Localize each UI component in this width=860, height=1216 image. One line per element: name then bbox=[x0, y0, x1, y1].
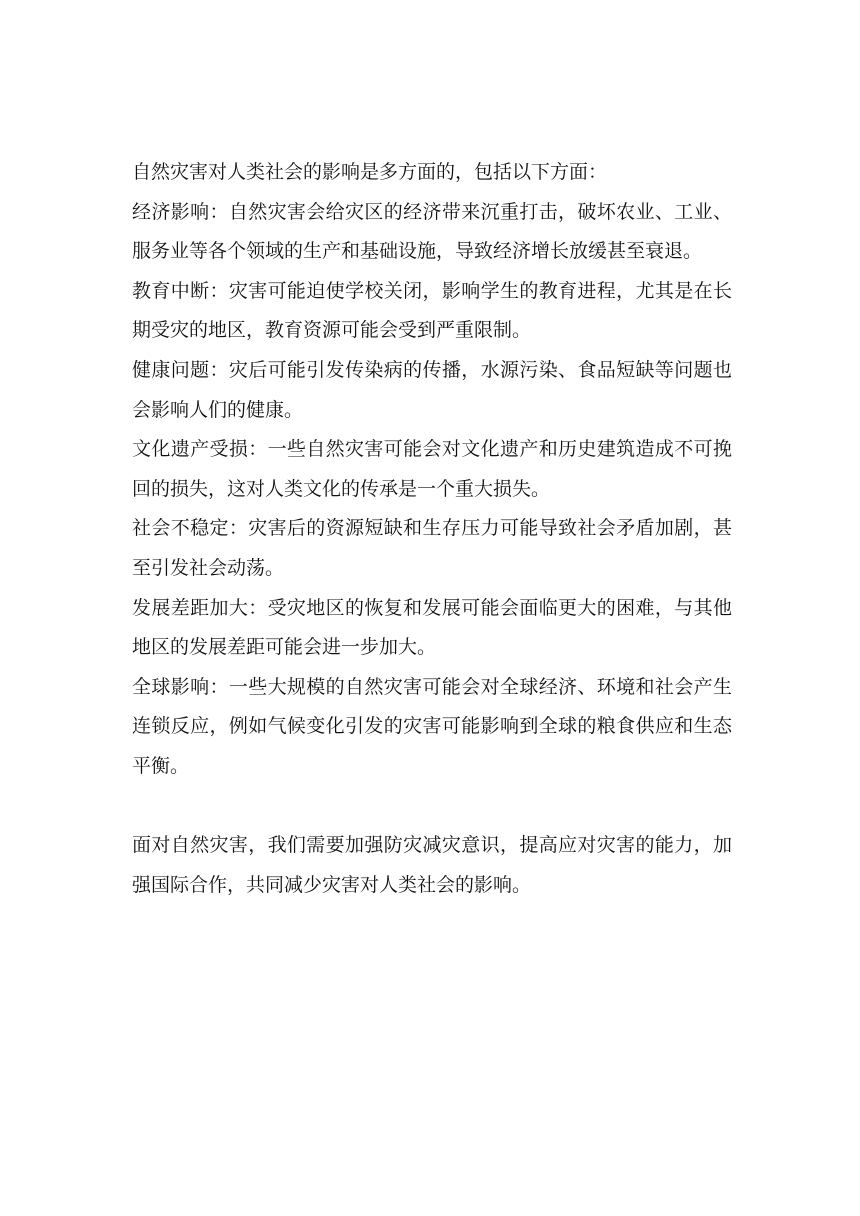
conclusion-paragraph: 面对自然灾害，我们需要加强防灾减灾意识，提高应对灾害的能力，加强国际合作，共同减少灾害对人类社会的影响。 bbox=[132, 834, 732, 896]
paragraph-health-problems: 健康问题：灾后可能引发传染病的传播，水源污染、食品短缺等问题也会影响人们的健康。 bbox=[132, 358, 732, 421]
paragraph-spacer bbox=[132, 787, 732, 827]
document-body bbox=[132, 153, 732, 905]
intro-paragraph: 自然灾害对人类社会的影响是多方面的，包括以下方面： bbox=[132, 161, 608, 183]
paragraph-cultural-heritage: 文化遗产受损：一些自然灾害可能会对文化遗产和历史建筑造成不可挽回的损失，这对人类文化的传承是一个重大损失。 bbox=[132, 438, 732, 500]
paragraph-social-instability: 社会不稳定：灾害后的资源短缺和生存压力可能导致社会矛盾加剧，甚至引发社会动荡。 bbox=[132, 517, 732, 579]
paragraph-development-gap: 发展差距加大：受灾地区的恢复和发展可能会面临更大的困难，与其他地区的发展差距可能会进一步加大。 bbox=[132, 596, 732, 659]
paragraph-education-disruption: 教育中断：灾害可能迫使学校关闭，影响学生的教育进程，尤其是在长期受灾的地区，教育资源可能会受到严重限制。 bbox=[132, 279, 732, 342]
paragraph-global-impact: 全球影响：一些大规模的自然灾害可能会对全球经济、环境和社会产生连锁反应，例如气候变化引发的灾害可能影响到全球的粮食供应和生态平衡。 bbox=[132, 675, 732, 777]
paragraph-economic-impact: 经济影响：自然灾害会给灾区的经济带来沉重打击，破坏农业、工业、服务业等各个领域的生产和基础设施，导致经济增长放缓甚至衰退。 bbox=[132, 200, 732, 263]
